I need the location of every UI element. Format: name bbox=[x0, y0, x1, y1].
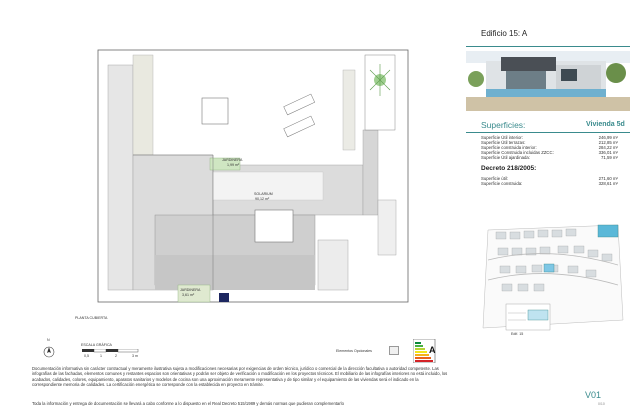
building-title: Edificio 15: A bbox=[481, 29, 528, 38]
energy-rating-letter: A bbox=[429, 345, 436, 355]
surface-row-label: Superficie construida interior: bbox=[481, 145, 537, 150]
plan-name: PLANTA CUBIERTA bbox=[75, 316, 108, 320]
scale-label: ESCALA GRÁFICA bbox=[81, 343, 112, 347]
surface-row-value: 71,59 m² bbox=[601, 155, 618, 160]
solarium-area: 90,12 m² bbox=[255, 197, 270, 201]
decreto-row-label: Superficie útil: bbox=[481, 176, 508, 181]
surface-row-value: 284,22 m² bbox=[598, 145, 618, 150]
page-code: 0/10 bbox=[598, 402, 605, 406]
north-arrow-icon bbox=[42, 343, 56, 359]
surface-row-label: Superficie Útil terrazas: bbox=[481, 140, 526, 145]
version-label: V01 bbox=[585, 390, 602, 400]
surface-row-label: Superficie Útil ajardinada: bbox=[481, 155, 530, 160]
header-rule bbox=[466, 46, 630, 47]
jardinera-top-label: JARDINERA bbox=[222, 158, 243, 162]
site-plan-map bbox=[478, 220, 626, 338]
surface-row-label: Superficie Construida incluidas ZZCC: bbox=[481, 150, 554, 155]
north-label: N bbox=[47, 338, 50, 342]
site-legend-label: Edif. 15 bbox=[511, 332, 524, 336]
optional-elements-label: Elementos Opcionales bbox=[336, 349, 372, 353]
scale-tick-3: 3 m bbox=[132, 354, 138, 358]
jardinera-bottom-label: JARDINERA bbox=[180, 288, 201, 292]
scale-tick-0: 0,5 bbox=[84, 354, 89, 358]
surface-row-label: Superficie Útil interior: bbox=[481, 135, 524, 140]
brand-logo: Vivienda 5d bbox=[586, 121, 625, 128]
surfaces-rule bbox=[466, 132, 630, 133]
decreto-row-value: 271,60 m² bbox=[598, 176, 618, 181]
decreto-title: Decreto 218/2005: bbox=[481, 165, 537, 172]
surface-row-value: 336,01 m² bbox=[598, 150, 618, 155]
footer-text: Toda la información y entrega de documentación se llevará a cabo conforme a lo dispuesto en el Real Decreto 515/1989 y demás normas que pudieran complementarlo bbox=[32, 401, 344, 406]
scale-tick-2: 2 bbox=[115, 354, 117, 358]
surface-row-value: 212,85 m² bbox=[598, 140, 618, 145]
surfaces-title: Superficies: bbox=[481, 120, 526, 130]
disclaimer-text: Documentación informativa sin carácter contractual y meramente ilustrativa sujeta a modificaciones necesarias por exigencias de orden técnico, jurídico o comercial de la dirección facultativa o autoridad competente. Las infografías de las fachadas, elementos comunes y restantes espacios son orientativas y podrán ser objeto de verificación o modificación en los proyectos técnicos. El mobiliario de las infografías interiores no está incluido, los acabados, calidades, colores, equipamiento, aparatos sanitarios y modelos de cocina son una aproximación meramente representativa y de tipo similar y el equipamiento de las viviendas será el indicado en la correspondiente memoria de calidades. La certificación energética se corresponde con la establecida en proyecto en trámite. bbox=[32, 366, 448, 388]
building-render-image bbox=[466, 51, 630, 111]
decreto-row-value: 328,61 m² bbox=[598, 181, 618, 186]
decreto-row-label: Superficie construida: bbox=[481, 181, 523, 186]
energy-rating-icon bbox=[413, 339, 443, 363]
jardinera-top-area: 1,99 m² bbox=[227, 163, 240, 167]
jardinera-bottom-area: 3,61 m² bbox=[182, 293, 195, 297]
solarium-label: SOLARIUM bbox=[254, 192, 273, 196]
surface-row-value: 246,99 m² bbox=[598, 135, 618, 140]
optional-elements-swatch bbox=[389, 346, 399, 355]
scale-tick-1: 1 bbox=[100, 354, 102, 358]
